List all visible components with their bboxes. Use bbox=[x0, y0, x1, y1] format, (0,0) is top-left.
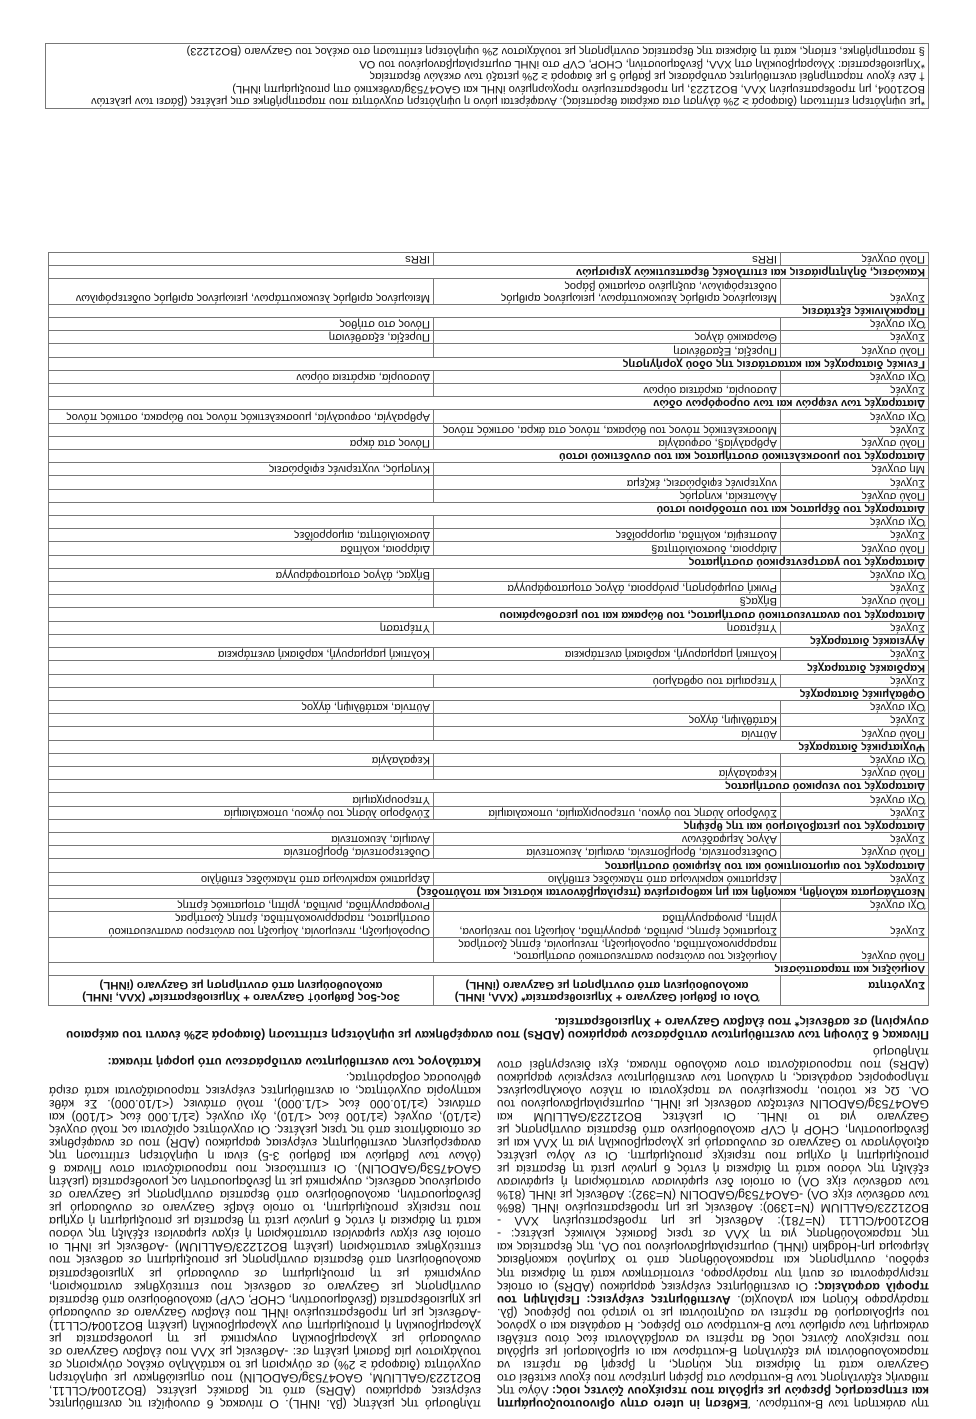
cell-frequency: Πολύ συχνές bbox=[781, 436, 929, 449]
cell-grade-3-5 bbox=[49, 344, 434, 357]
table-row bbox=[49, 648, 929, 661]
cell-all-grades: Διάρροια, δυσκοιλιότητα§ bbox=[434, 542, 781, 555]
cell-all-grades: Μειωμένος αριθμός λευκοκυττάρων, μειωμένος αριθμός ουδετερόφιλων, αυξημένο σωματικό βάρος bbox=[434, 279, 781, 304]
table-section-row bbox=[49, 740, 929, 753]
table-section-row bbox=[49, 962, 929, 975]
cell-all-grades bbox=[434, 410, 781, 423]
table-section-row bbox=[49, 304, 929, 317]
cell-grade-3-5: Βήχας, άλγος στοματοφάρυγγα bbox=[49, 568, 434, 581]
adr-table bbox=[48, 252, 929, 1006]
cell-frequency: Συχνές bbox=[781, 582, 929, 595]
table-row bbox=[49, 846, 929, 859]
cell-frequency: Συχνές bbox=[781, 621, 929, 634]
left-text-rest: Λόγω της πιθανής εξάντλησης των Β-κυττάρων στα βρέφη μητέρων που έχουν εκτεθεί στο Gazyvaro κατά τη διάρκεια της κύησης, η βρεφή θα πρέπει να παρακολουθούνται για εξάντληση Β-κυττάρων και οι εμβολιασμοί με εμβόλια που περιέχουν ζώντες ιούς θα πρέπει να αναβάλλονται έως ότου επέλθει ανάκαμψη των αριθμών των Β-κυττάρων στο βρέφος. Η ασφάλεια και ο χρόνος του εμβολιασμού θα πρέπει να συζητούνται με το γιατρό του βρέφους (βλ. παράγραφο Κύηση και γαλουχία). bbox=[497, 1292, 929, 1398]
table-row bbox=[49, 318, 929, 331]
table-row bbox=[49, 370, 929, 383]
cell-all-grades bbox=[434, 700, 781, 713]
table-row bbox=[49, 436, 929, 449]
section-heading: Αγγειακές διαταραχές bbox=[49, 634, 929, 647]
cell-grade-3-5: Διάρροια, κολίτιδα bbox=[49, 542, 434, 555]
cell-frequency: Συχνές bbox=[781, 912, 929, 937]
section-heading: Καρδιακές διαταραχές bbox=[49, 661, 929, 674]
footnote: *Χημειοθεραπεία: Χλωραμβουκίλη στη ΧΛΛ, βενδαμουστίνη, CHOP, CVP στο iNHL συμπεριλαμβανομένου του ΟΛ bbox=[359, 57, 925, 70]
cell-frequency: Πολύ συχνές bbox=[781, 595, 929, 608]
left-text-rest-2: Οι ανεπιθύμητες ενέργειες φαρμάκου (ADRs) οι οποίες περιγράφονται σε αυτή την παράγραφο, εντοπίστηκαν κατά τη διάρκεια της εφόδου, συντήρησης και παρακολούθησης από το Χαμηλού κακοήθειας λέμφωμα μη-Hodgkin (iNHL) συμπεριλαμβανομένου του ΟΛ, της θεραπείας και της παρακολούθησης για τη ΧΛΛ σε τρεις βασικές κλινικές μελέτες: -BO21004/CLL11 (N=781): Ασθενείς με μη προθεραπευμένη ΧΛΛ -BO21223/GALLIUM (N=1390): Ασθενείς με μη προθεραπευμένο iNHL (86% των ασθενών είχε ΟΛ) -GAO4753g/GADOLIN (N=392): Ασθενείς με iNHL (81% των ασθενών είχε ΟΛ) οι οποίοι δεν εμφάνισαν ανταπόκριση ή εμφάνισαν εξέλιξη της νόσου κατά τη διάρκεια ή εντός 6 μηνών μετά τη θεραπεία με ριτουξιμάμπη ή σχήμα που περιείχε ριτουξιμάμπη. Οι εν λόγω μελέτες αξιολόγησαν το Gazyvaro σε συνδυασμό με χλωραμβουκίλη για τη ΧΛΛ και με βενδαμουστίνη, CHOP ή CVP ακολουθούμενο από θεραπεία συντήρησης με Gazyvaro για το iNHL. Οι μελέτες BO21223/GALLIUM και GAO4753g/GADOLIN ενέταξαν ασθενείς με iNHL, συμπεριλαμβανομένου του ΟΛ. Ως εκ τούτου, προκειμένου να παρέχονται οι πλέον ολοκληρωμένες πληροφορίες ασφάλειας, η ανάλυση των ανεπιθύμητων ενεργειών φαρμάκου (ADRs) που παρουσιάζονται στον ακόλουθο πίνακα, έχει διενεργηθεί στον πληθυσμό bbox=[497, 1044, 929, 1294]
cell-all-grades bbox=[434, 898, 781, 911]
table-row bbox=[49, 542, 929, 555]
cell-grade-3-5: Ουρολοίμωξη, πνευμονία, λοίμωξη του ανώτερου αναπνευστικού συστήματος, παραρρινοκολπίτιδα, έρπης ζωστήρας bbox=[49, 912, 434, 937]
cell-grade-3-5: Κολπική μαρμαρυγή, καρδιακή ανεπάρκεια bbox=[49, 648, 434, 661]
table-section-row bbox=[49, 608, 929, 621]
cell-grade-3-5 bbox=[49, 582, 434, 595]
cell-grade-3-5: Πυρεξία, εξασθένιση bbox=[49, 331, 434, 344]
section-heading: Διαταραχές του γαστρεντερικού συστήματος bbox=[49, 555, 929, 568]
table-section-row bbox=[49, 555, 929, 568]
table-row bbox=[49, 753, 929, 766]
cell-grade-3-5 bbox=[49, 489, 434, 502]
cell-all-grades: Κατάθλιψη, άγχος bbox=[434, 714, 781, 727]
cell-frequency: Πολύ συχνές bbox=[781, 542, 929, 555]
cell-grade-3-5 bbox=[49, 714, 434, 727]
table-row bbox=[49, 872, 929, 885]
table-section-row bbox=[49, 397, 929, 410]
table-row bbox=[49, 595, 929, 608]
table-caption: Πίνακας 6 Σύνοψη των ανεπιθύμητων αντιδράσεων φαρμάκου (ADRs) που αναφέρθηκαν με υψηλότερη επίπτωση (διαφορά ≥2% έναντι του ακέραιου συγκρίνη) σε ασθενείς* που έλαβαν Gazyvaro + Χημειοθεραπεία. bbox=[66, 1014, 929, 1042]
left-bold-heading-2: Ανεπιθύμητες ενέργειες: Περίληψη του προφίλ ασφαλείας: bbox=[497, 1279, 929, 1307]
table-section-row bbox=[49, 859, 929, 872]
table-row bbox=[49, 937, 929, 962]
section-heading: Διαταραχές του μεταβολισμού και της θρέψης bbox=[49, 819, 929, 832]
table-section-row bbox=[49, 266, 929, 279]
cell-grade-3-5 bbox=[49, 516, 434, 529]
cell-all-grades: Μυοσκελετικός πόνος του θώρακα, πόνος στα άκρα, οστικός πόνος bbox=[434, 423, 781, 436]
cell-grade-3-5 bbox=[49, 727, 434, 740]
cell-frequency: Πολύ συχνές bbox=[781, 253, 929, 266]
cell-frequency: Όχι συχνές bbox=[781, 318, 929, 331]
cell-frequency: Συχνές bbox=[781, 423, 929, 436]
cell-grade-3-5: Δυσκοιλιότητα, αιμορροΐδες bbox=[49, 529, 434, 542]
cell-all-grades: Ρινική συμφόρηση, ρινόρροια, άλγος στοματοφάρυγγα bbox=[434, 582, 781, 595]
cell-all-grades: IRRs bbox=[434, 253, 781, 266]
cell-all-grades: Αλωπεκία, κνησμός bbox=[434, 489, 781, 502]
section-heading: Λοιμώξεις και παρασιτώσεις bbox=[49, 962, 929, 975]
cell-frequency: Πολύ συχνές bbox=[781, 766, 929, 779]
cell-grade-3-5: Πόνος στο στήθος bbox=[49, 318, 434, 331]
cell-frequency: Όχι συχνές bbox=[781, 516, 929, 529]
cell-grade-3-5 bbox=[49, 937, 434, 962]
table-row bbox=[49, 714, 929, 727]
cell-grade-3-5 bbox=[49, 423, 434, 436]
cell-all-grades bbox=[434, 318, 781, 331]
cell-frequency: Συχνές bbox=[781, 806, 929, 819]
cell-all-grades bbox=[434, 793, 781, 806]
section-heading: Διαταραχές του αιμοποιητικού και του λεμφικού συστήματος bbox=[49, 859, 929, 872]
cell-frequency: Συχνές bbox=[781, 674, 929, 687]
cell-grade-3-5 bbox=[49, 766, 434, 779]
section-heading: Γενικές διαταραχές και καταστάσεις της οδού χορήγησης bbox=[49, 357, 929, 370]
cell-all-grades: νυχτερινές εφιδρώσεις, έκζεμα bbox=[434, 476, 781, 489]
cell-grade-3-5: Δερματικό καρκίνωμα από πλακώδες επιθήλιο bbox=[49, 872, 434, 885]
table-row bbox=[49, 793, 929, 806]
section-heading: Διαταραχές του δέρματος και του υποδόριου ιστού bbox=[49, 502, 929, 515]
cell-grade-3-5 bbox=[49, 674, 434, 687]
table-row bbox=[49, 700, 929, 713]
section-heading: Κακώσεις, δηλητηριάσεις και επιπλοκές θεραπευτικών χειρισμών bbox=[49, 266, 929, 279]
table-row bbox=[49, 463, 929, 476]
cell-frequency: Μη συχνές bbox=[781, 463, 929, 476]
cell-frequency: Όχι συχνές bbox=[781, 410, 929, 423]
cell-frequency: Συχνές bbox=[781, 714, 929, 727]
cell-frequency: Συχνές bbox=[781, 384, 929, 397]
footnote: *με υψηλότερη επίπτωση (διαφορά ≥ 2% άλγηση στα ακέραια θεραπείας). Αναφέρεται μόνο η υψηλότερη συχνότητα που παρατηρήθηκε στις μελέτες (βάσει των μελετών BO21004, μη προθεραπευμένη ΧΛΛ, BO21223, μη προθεραπευμένο προχωρημένο iNHL και GAO4753g/ανθεκτικό στη ριτουξιμάμπη iNHL) bbox=[91, 82, 925, 107]
table-row bbox=[49, 898, 929, 911]
cell-grade-3-5: Αναιμία, λευκοπενία bbox=[49, 832, 434, 845]
table-row bbox=[49, 912, 929, 937]
cell-all-grades: Υπέρταση bbox=[434, 621, 781, 634]
cell-all-grades: Κεφαλαλγία bbox=[434, 766, 781, 779]
header-all-grades: Όλοι οι βαθμοί Gazyvaro + Χημειοθεραπεία* (ΧΛΛ, iNHL) ακολουθούμενη από συντήρηση με Gazyvaro (iNHL) bbox=[434, 976, 781, 1006]
cell-all-grades: Δυσπεψία, κολίτιδα, αιμορροΐδες bbox=[434, 529, 781, 542]
cell-frequency: Συχνές bbox=[781, 331, 929, 344]
table-row bbox=[49, 489, 929, 502]
cell-frequency: Όχι συχνές bbox=[781, 898, 929, 911]
table-row bbox=[49, 832, 929, 845]
table-row bbox=[49, 423, 929, 436]
cell-frequency: Όχι συχνές bbox=[781, 568, 929, 581]
footnote: † Δεν έχουν παρατηρηθεί ανεπιθύμητες αντιδράσεις με βαθμό 5 με διαφορά ≥ 2% μεταξύ των σκελών θεραπείας bbox=[369, 70, 925, 83]
cell-all-grades: Ουδετεροπενία, θρομβοπενία, αναιμία, λευκοπενία bbox=[434, 846, 781, 859]
table-section-row bbox=[49, 634, 929, 647]
cell-all-grades: Σύνδρομο λύσης του όγκου, υπερουριχαιμία, υποκαλιαιμία bbox=[434, 806, 781, 819]
right-paragraph: πληθυσμό της μελέτης (βλ. iNHL). Ο πίνακας 6 συνοψίζει τις ανεπιθύμητες ενέργειες φαρμάκου (ADRs) από τις βασικές μελέτες (BO21004/CLL11, BO21223/GALLIUM, GAO4753g/GADOLIN) που σημειώθηκαν με υψηλότερη συχνότητα (διαφορά ≥ 2%) σε σύγκριση με το κατάλληλο σκέλος σύγκρισης σε τουλάχιστον μία βασική μελέτη σε: -Ασθενείς με ΧΛΛ που έλαβαν Gazyvaro σε συνδυασμό με χλωραμβουκίλη συγκριτικά με τη μονοθεραπεία με χλωραμβουκίλη ή ριτουξιμάμπη συν χλωραμβουκίλη (μελέτη BO21004/CLL11) -Ασθενείς με μη προθεραπευμένο iNHL που έλαβαν Gazyvaro σε συνδυασμό με χημειοθεραπεία (βενδαμουστίνη, CHOP, CVP) ακολουθούμενο από θεραπεία συντήρησης με Gazyvaro σε ασθενείς που επιτεύχθηκε ανταπόκριση, συγκριτικά με τη ριτουξιμάμπη σε συνδυασμό με χημειοθεραπεία ακολουθούμενη από θεραπεία συντήρησης με ριτουξιμάμπη σε ασθενείς που επιτεύχθηκε ανταπόκριση (μελέτη BO21223/GALLIUM) -Ασθενείς με iNHL οι οποίοι δεν είχαν εμφανίσει ανταπόκριση ή είχαν εμφανίσει εξέλιξη της νόσου κατά τη διάρκεια ή εντός 6 μηνών μετά τη θεραπεία με ριτουξιμάμπη ή σχήμα που περιείχε ριτουξιμάμπη, το οποίο έλαβε Gazyvaro σε συνδυασμό με βενδαμουστίνη, ακολουθούμενο από θεραπεία συντήρησης με Gazyvaro σε ορισμένους ασθενείς, συγκριτικά με τη βενδαμουστίνη ως μονοθεραπεία (μελέτη GAO4753g/GADOLIN). Οι επιπτώσεις που παρουσιάζονται στον Πίνακα 6 (όλων των βαθμών και βαθμού 3-5) είναι η υψηλότερη επίπτωση της αναφερόμενης ανεπιθύμητης ενέργειας φαρμάκου (ADR) που σε αναφέρθηκε σε οποιαδήποτε από τις τρεις μελέτες. Οι συχνότητες ορίζονται ως πολύ συχνές (≥1/10), συχνές (≥1/100 έως <1/10), όχι συχνές (≥1/1.000 έως <1/100) και σπάνιες (≥1/10.000 έως <1/1.000), πολύ σπάνιες (<1/10.000). Σε κάθε κατηγορία συχνότητας, οι ανεπιθύμητες ενέργειες παρουσιάζονται κατά σειρά φθίνουσας σοβαρότητας. bbox=[49, 1070, 481, 1411]
cell-frequency: Συχνές bbox=[781, 279, 929, 304]
cell-grade-3-5: Δυσουρία, ακράτεια ούρων bbox=[49, 370, 434, 383]
cell-frequency: Πολύ συχνές bbox=[781, 727, 929, 740]
table-footnotes bbox=[45, 43, 929, 109]
table-section-row bbox=[49, 687, 929, 700]
table-body bbox=[49, 253, 929, 976]
table-section-row bbox=[49, 780, 929, 793]
cell-frequency: Συχνές bbox=[781, 529, 929, 542]
section-heading: Διαταραχές του αναπνευστικού συστήματος, του θώρακα και του μεσοθωράκιου bbox=[49, 608, 929, 621]
cell-all-grades: Υπεραιμία του οφθαλμού bbox=[434, 674, 781, 687]
section-heading: Διαταραχές των νεφρών και των ουροφόρων οδών bbox=[49, 397, 929, 410]
table-row bbox=[49, 331, 929, 344]
cell-all-grades: Αλγος λεμφαδένων bbox=[434, 832, 781, 845]
cell-all-grades bbox=[434, 463, 781, 476]
cell-all-grades: Δερματικό καρκίνωμα από πλακώδες επιθήλιο bbox=[434, 872, 781, 885]
cell-all-grades bbox=[434, 516, 781, 529]
table-row bbox=[49, 516, 929, 529]
table-row bbox=[49, 529, 929, 542]
section-heading: Ψυχιατρικές διαταραχές bbox=[49, 740, 929, 753]
cell-grade-3-5: Αϋπνία, κατάθλιψη, άγχος bbox=[49, 700, 434, 713]
right-column bbox=[49, 1045, 481, 1410]
table-row bbox=[49, 384, 929, 397]
table-row bbox=[49, 253, 929, 266]
cell-grade-3-5: IRRs bbox=[49, 253, 434, 266]
table-row bbox=[49, 621, 929, 634]
cell-all-grades: Λοιμώξεις του ανώτερου αναπνευστικού συστήματος, παραρρινοκολπίτιδα, ουρολοίμωξη, πνευμονία, έρπης ζωστήρας bbox=[434, 937, 781, 962]
table-section-row bbox=[49, 502, 929, 515]
footnote: § παρατηρήθηκε, επίσης, κατά τη διάρκεια της θεραπείας συντήρησης με τουλάχιστον 2% υψηλότερη επίπτωση στο σκέλος του Gazyvaro (BO21223) bbox=[186, 45, 925, 58]
cell-all-grades: Βήχας§ bbox=[434, 595, 781, 608]
cell-frequency: Συχνές bbox=[781, 872, 929, 885]
cell-frequency: Συχνές bbox=[781, 648, 929, 661]
cell-all-grades: Αϋπνία bbox=[434, 727, 781, 740]
table-row bbox=[49, 410, 929, 423]
cell-frequency: Όχι συχνές bbox=[781, 793, 929, 806]
table-list-heading: Κατάλογος των ανεπιθύμητων αντιδράσεων υπό μορφή πίνακα: bbox=[107, 1054, 481, 1069]
table-row bbox=[49, 476, 929, 489]
cell-frequency: Πολύ συχνές bbox=[781, 489, 929, 502]
table-header-row bbox=[49, 976, 929, 1006]
table-section-row bbox=[49, 450, 929, 463]
cell-grade-3-5: Σύνδρομο λύσης του όγκου, υποκαλιαιμία bbox=[49, 806, 434, 819]
section-heading: Διαταραχές του μυοσκελετικού συστήματος και του συνδετικού ιστού bbox=[49, 450, 929, 463]
table-section-row bbox=[49, 819, 929, 832]
cell-frequency: Πολύ συχνές bbox=[781, 846, 929, 859]
cell-grade-3-5: Πόνος στα άκρα bbox=[49, 436, 434, 449]
cell-all-grades: Δυσουρία, ακράτεια ούρων bbox=[434, 384, 781, 397]
left-bold-heading-1: Έκθεση in utero στην οβινουτουζουμάμπη και επηρεασμός βρεφών με εμβόλια που περιέχουν ζώντες ιούς: bbox=[497, 1383, 929, 1411]
section-heading: Οφθαλμικές διαταραχές bbox=[49, 687, 929, 700]
cell-all-grades: Θωρακικό άλγος bbox=[434, 331, 781, 344]
left-text-start: την ανάκτηση των Β-κυττάρων. bbox=[755, 1397, 929, 1411]
cell-frequency: Όχι συχνές bbox=[781, 753, 929, 766]
cell-grade-3-5: Υπερουριχαιμία bbox=[49, 793, 434, 806]
left-column bbox=[497, 1045, 929, 1410]
table-section-row bbox=[49, 357, 929, 370]
table-row bbox=[49, 582, 929, 595]
section-heading: Νεοπλάσματα καλοήθη, κακοήθη και μη καθορισμένα (περιλαμβάνονται κύστεις και πολύποδες) bbox=[49, 885, 929, 898]
cell-grade-3-5: Αρθραλγία, οσφυαλγία, μυοσκελετικός πόνος του θώρακα, οστικός πόνος bbox=[49, 410, 434, 423]
table-section-row bbox=[49, 661, 929, 674]
cell-all-grades: Αρθραλγία§, οσφυαλγία bbox=[434, 436, 781, 449]
cell-grade-3-5 bbox=[49, 384, 434, 397]
section-heading: Παρακλινικές εξετάσεις bbox=[49, 304, 929, 317]
table-row bbox=[49, 279, 929, 304]
cell-frequency: Συχνές bbox=[781, 476, 929, 489]
cell-grade-3-5 bbox=[49, 476, 434, 489]
cell-all-grades: Πυρεξία, Εξασθένιση bbox=[434, 344, 781, 357]
cell-frequency: Συχνές bbox=[781, 832, 929, 845]
cell-grade-3-5: Κεφαλαλγία bbox=[49, 753, 434, 766]
cell-frequency: Πολύ συχνές bbox=[781, 344, 929, 357]
cell-all-grades bbox=[434, 370, 781, 383]
cell-all-grades bbox=[434, 568, 781, 581]
cell-all-grades: Κολπική μαρμαρυγή, καρδιακή ανεπάρκεια bbox=[434, 648, 781, 661]
left-paragraph bbox=[497, 1045, 929, 1410]
cell-all-grades: Στοματικός έρπης, ρινίτιδα, φαρυγγίτιδα, λοίμωξη του πνεύμονα, γρίπη, ρινοφαρυγγίτιδα bbox=[434, 912, 781, 937]
table-row bbox=[49, 727, 929, 740]
cell-grade-3-5: Κνησμός, νυχτερινές εφιδρώσεις bbox=[49, 463, 434, 476]
table-row bbox=[49, 806, 929, 819]
cell-grade-3-5: Ουδετεροπενία, θρομβοπενία bbox=[49, 846, 434, 859]
section-heading: Διαταραχές του νευρικού συστήματος bbox=[49, 780, 929, 793]
cell-frequency: Όχι συχνές bbox=[781, 370, 929, 383]
cell-frequency: Όχι συχνές bbox=[781, 700, 929, 713]
cell-grade-3-5: Υπέρταση bbox=[49, 621, 434, 634]
cell-grade-3-5: Ρινοφαρυγγίτιδα, ρινίτιδα, γρίπη, στοματικός έρπης bbox=[49, 898, 434, 911]
intro-columns bbox=[49, 1045, 929, 1410]
table-section-row bbox=[49, 885, 929, 898]
header-grade-3-5: 3ος-5ος βαθμού† Gazyvaro + Χημειοθεραπεία* (ΧΛΛ, iNHL) ακολουθούμενη από συντήρηση με Gazyvaro (iNHL) bbox=[49, 976, 434, 1006]
header-frequency: Συχνότητα bbox=[781, 976, 929, 1006]
table-row bbox=[49, 568, 929, 581]
cell-grade-3-5 bbox=[49, 595, 434, 608]
cell-grade-3-5: Μειωμένος αριθμός λευκοκυττάρων, μειωμένος αριθμός ουδετερόφιλων bbox=[49, 279, 434, 304]
table-row bbox=[49, 674, 929, 687]
table-row bbox=[49, 344, 929, 357]
table-row bbox=[49, 766, 929, 779]
cell-frequency: Πολύ συχνές bbox=[781, 937, 929, 962]
cell-all-grades bbox=[434, 753, 781, 766]
